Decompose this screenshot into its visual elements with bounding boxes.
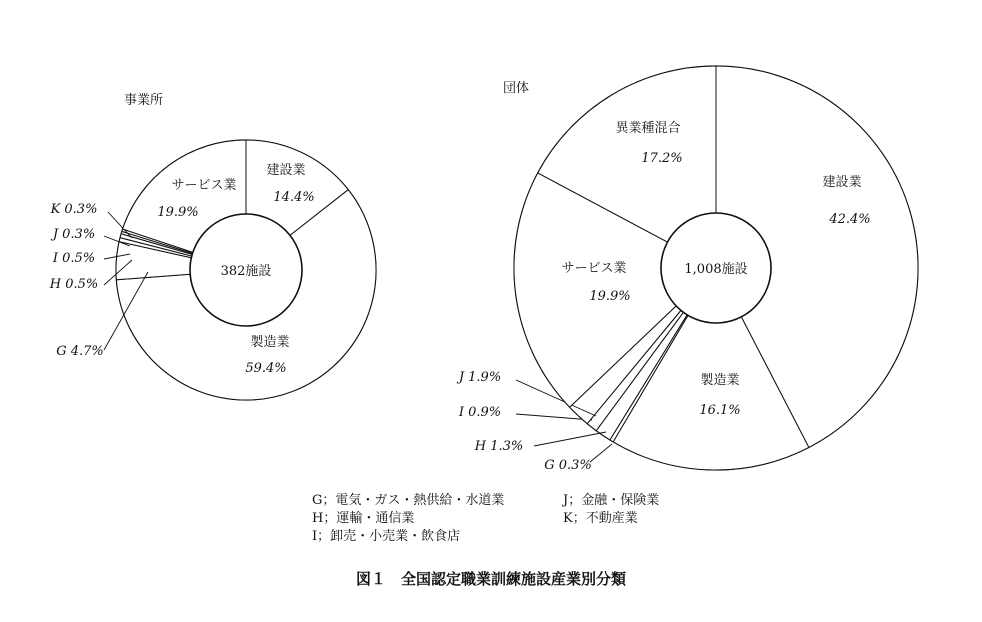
legend-item-G: G；電気・ガス・熱供給・水道業 (312, 493, 505, 508)
slice-label-manufacturing: 製造業 (700, 373, 740, 388)
slice-value-G: G 0.3% (544, 458, 592, 473)
slice-value-construction: 14.4% (273, 190, 315, 205)
slice-value-H: H 0.5% (49, 277, 99, 292)
leader-line-G (590, 444, 612, 462)
slice-value-construction: 42.4% (829, 212, 871, 227)
slice-value-service: 19.9% (157, 205, 199, 220)
slice-value-manufacturing: 16.1% (699, 403, 741, 418)
slice-value-K: K 0.3% (50, 202, 98, 217)
slice-value-J: J 1.9% (458, 370, 502, 385)
pie-center-label: 382施設 (220, 264, 272, 279)
leader-line-H (534, 432, 606, 446)
slice-value-I: I 0.5% (52, 251, 96, 266)
pie-title: 事業所 (124, 93, 164, 108)
slice-value-I: I 0.9% (458, 405, 502, 420)
pie-chart-groups (456, 66, 918, 473)
slice-value-H: H 1.3% (474, 439, 524, 454)
slice-label-construction: 建設業 (266, 163, 306, 178)
slice-label-construction: 建設業 (822, 175, 862, 190)
slice-value-J: J 0.3% (52, 227, 96, 242)
legend-item-J: J；金融・保険業 (563, 493, 660, 508)
legend-item-K: K；不動産業 (563, 511, 638, 526)
slice-value-G: G 4.7% (56, 344, 104, 359)
legend-column-1 (312, 492, 504, 546)
slice-value-service: 19.9% (589, 289, 631, 304)
pie-center-label: 1,008施設 (684, 262, 748, 277)
slice-label-mixed: 異業種混合 (615, 121, 681, 136)
legend-item-I: I；卸売・小売業・飲食店 (312, 529, 461, 544)
pie-chart-offices (49, 92, 376, 400)
slice-label-manufacturing: 製造業 (250, 335, 290, 350)
legend-item-H: H；運輸・通信業 (312, 511, 415, 526)
slice-value-manufacturing: 59.4% (245, 361, 287, 376)
legend-column-2 (563, 492, 659, 528)
slice-label-service: サービス業 (171, 178, 237, 193)
figure-caption: 図１ 全国認定職業訓練施設産業別分類 (355, 570, 626, 588)
slice-value-mixed: 17.2% (641, 151, 683, 166)
slice-label-service: サービス業 (561, 261, 627, 276)
pie-title: 団体 (503, 81, 530, 96)
